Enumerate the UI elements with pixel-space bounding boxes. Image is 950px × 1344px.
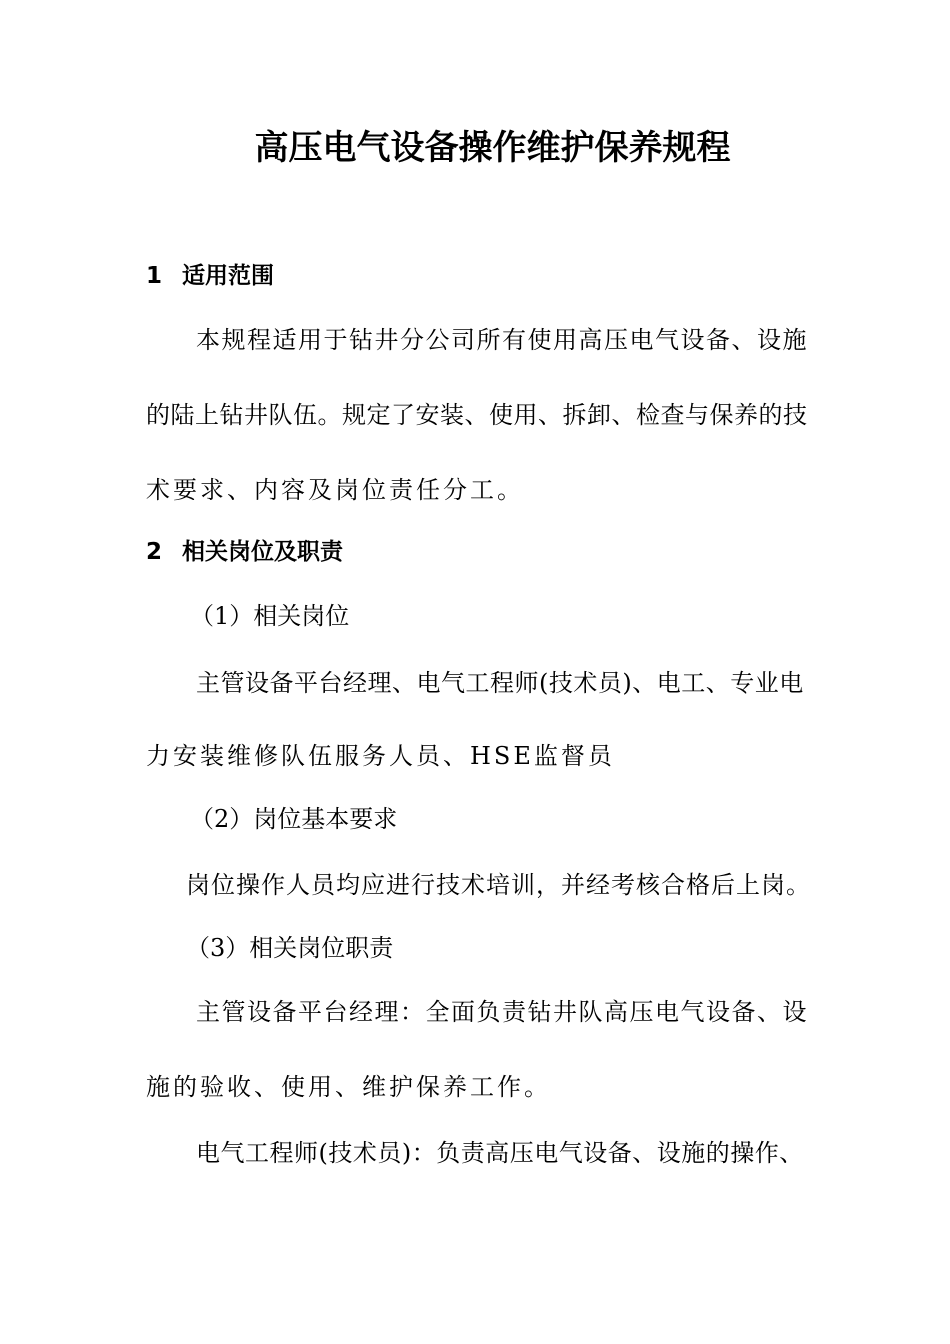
- paragraph-line: 主管设备平台经理：全面负责钻井队高压电气设备、设: [196, 998, 808, 1026]
- paragraph-line: 术要求、内容及岗位责任分工。: [146, 476, 524, 504]
- section-heading-2: [146, 536, 343, 568]
- paragraph-line: 电气工程师(技术员)：负责高压电气设备、设施的操作、: [196, 1139, 804, 1167]
- document-title: 高压电气设备操作维护保养规程: [254, 128, 731, 168]
- paragraph-line: 施的验收、使用、维护保养工作。: [146, 1073, 551, 1101]
- paragraph-line: 的陆上钻井队伍。规定了安装、使用、拆卸、检查与保养的技: [146, 401, 808, 429]
- subsection-label: （2）岗位基本要求: [190, 805, 398, 833]
- section-heading-1: [146, 260, 274, 292]
- subsection-label: （1）相关岗位: [190, 602, 350, 630]
- section-number: 1: [146, 263, 163, 289]
- subsection-label: （3）相关岗位职责: [186, 934, 394, 962]
- section-title: 适用范围: [182, 263, 274, 289]
- paragraph-line: 力安装维修队伍服务人员、HSE监督员: [146, 742, 615, 770]
- paragraph-line: 岗位操作人员均应进行技术培训，并经考核合格后上岗。: [186, 871, 811, 899]
- paragraph-line: 本规程适用于钻井分公司所有使用高压电气设备、设施: [196, 326, 808, 354]
- section-number: 2: [146, 539, 163, 565]
- paragraph-line: 主管设备平台经理、电气工程师(技术员)、电工、专业电: [196, 669, 804, 697]
- section-title: 相关岗位及职责: [182, 539, 343, 565]
